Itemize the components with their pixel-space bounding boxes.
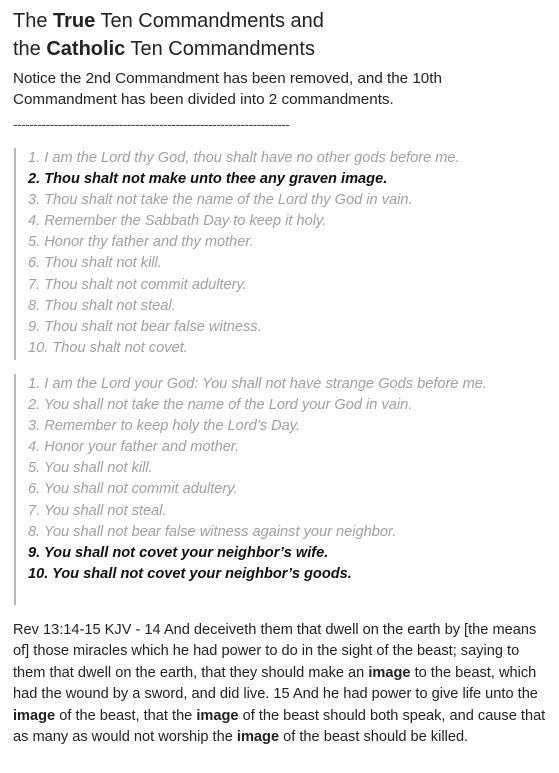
catholic-commandment-item: 5. You shall not kill. bbox=[28, 460, 153, 477]
title-line1-pre: The bbox=[13, 10, 54, 32]
true-commandment-item: 1. I am the Lord thy God, thou shalt have no other gods before me. bbox=[28, 150, 460, 166]
true-commandments-list bbox=[28, 148, 518, 359]
title-line1-post: Ten Commandments and bbox=[95, 10, 324, 32]
revelation-text: of the beast should both speak, and cause that as many as would not worship the bbox=[13, 707, 546, 746]
catholic-commandment-item: 1. I am the Lord your God: You shall not have strange Gods before me. bbox=[28, 376, 487, 392]
dashed-divider: -------------------------------------------------------------------- bbox=[13, 116, 290, 132]
revelation-text: to the beast, which had the wound by a sword, and did live. 15 And he had power to give life unto the bbox=[13, 664, 538, 703]
true-commandment-item: 7. Thou shalt not commit adultery. bbox=[28, 276, 247, 293]
title-catholic-word: Catholic bbox=[46, 38, 126, 60]
catholic-commandment-item: 2. You shall not take the name of the Lord your God in vain. bbox=[28, 397, 413, 414]
keyword-image: image bbox=[236, 729, 280, 746]
keyword-image: image bbox=[368, 664, 411, 681]
revelation-text: of the beast should be killed. bbox=[279, 729, 469, 746]
title-line2-pre: the bbox=[13, 38, 47, 60]
catholic-commandment-item: 9. You shall not covet your neighbor’s wife. bbox=[28, 544, 329, 561]
title-line2-post: Ten Commandments bbox=[125, 38, 315, 60]
catholic-commandments-list bbox=[28, 374, 518, 585]
catholic-commandment-item: 10. You shall not covet your neighbor’s goods. bbox=[28, 565, 352, 582]
true-commandment-item: 2. Thou shalt not make unto thee any graven image. bbox=[28, 171, 388, 188]
true-commandment-item: 6. Thou shalt not kill. bbox=[28, 255, 162, 272]
true-commandment-item: 3. Thou shalt not take the name of the Lord thy God in vain. bbox=[28, 192, 413, 209]
revelation-passage bbox=[13, 620, 547, 748]
intro-paragraph: Notice the 2nd Commandment has been removed, and the 10th Commandment has been divided into 2 commandments. bbox=[13, 70, 442, 108]
true-commandment-item: 10. Thou shalt not covet. bbox=[28, 339, 188, 356]
catholic-commandment-item: 6. You shall not commit adultery. bbox=[28, 481, 238, 498]
catholic-commandment-item: 3. Remember to keep holy the Lord’s Day. bbox=[28, 418, 301, 435]
true-commandment-item: 5. Honor thy father and thy mother. bbox=[28, 234, 254, 251]
keyword-image: image bbox=[196, 707, 239, 724]
true-commandments-quote bbox=[14, 148, 518, 360]
true-commandment-item: 4. Remember the Sabbath Day to keep it holy. bbox=[28, 213, 327, 230]
catholic-commandment-item: 4. Honor your father and mother. bbox=[28, 439, 240, 456]
catholic-commandment-item: 8. You shall not bear false witness against your neighbor. bbox=[28, 523, 397, 540]
title-true-word: True bbox=[53, 10, 96, 32]
true-commandment-item: 9. Thou shalt not bear false witness. bbox=[28, 318, 262, 335]
catholic-commandments-quote bbox=[14, 374, 518, 605]
catholic-commandment-item: 7. You shall not steal. bbox=[28, 502, 167, 519]
revelation-text: Rev 13:14-15 KJV - 14 And deceiveth them that dwell on the earth by [the means of] those miracles which he had power to do in the sight of the beast; saying to them that dwell on the earth, that they should make an bbox=[13, 622, 537, 681]
page-title bbox=[13, 7, 324, 63]
true-commandment-item: 8. Thou shalt not steal. bbox=[28, 297, 176, 314]
revelation-text: of the beast, that the bbox=[55, 707, 197, 724]
keyword-image: image bbox=[13, 707, 56, 724]
